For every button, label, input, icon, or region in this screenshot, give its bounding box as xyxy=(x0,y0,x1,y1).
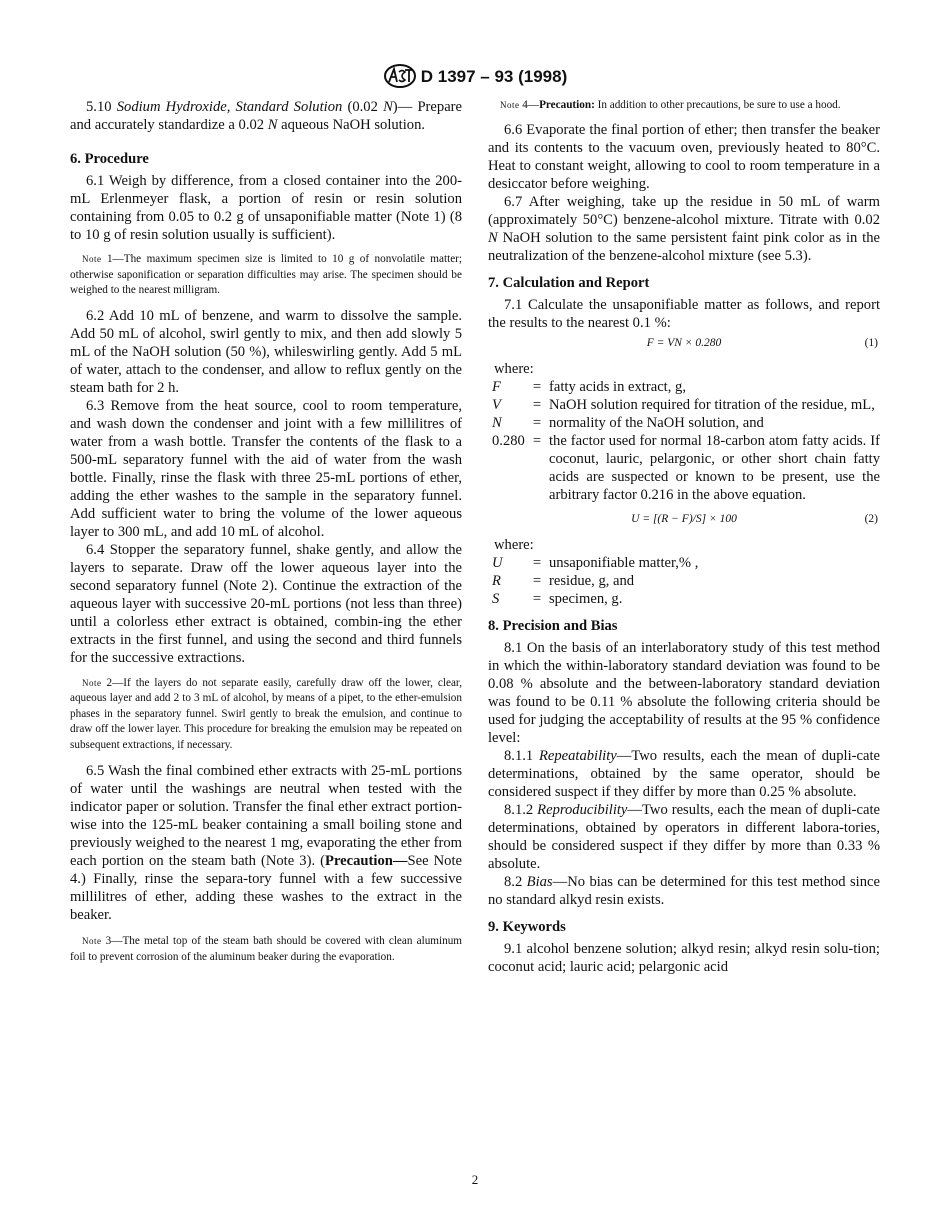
equation-2-number: (2) xyxy=(864,512,878,525)
section-heading-keywords: 9. Keywords xyxy=(488,918,566,935)
para-6-6: 6.6 Evaporate the final portion of ether; then transfer the beaker and its contents to the vacuum oven, previously heated to 80°C. Heat to constant weight, allowing to cool to room temperature in a desiccator before weighing. xyxy=(488,121,880,192)
page-header xyxy=(0,64,950,88)
para-9-1: 9.1 alcohol benzene solution; alkyd resin; alkyd resin solu-tion; coconut acid; lauric acid; pelargonic acid xyxy=(488,940,880,975)
where-label-2: where: xyxy=(494,536,534,553)
para-8-2: 8.2 Bias—No bias can be determined for this test method since no standard alkyd resin exists. xyxy=(488,873,880,908)
definition-row: V = NaOH solution required for titration of the residue, mL, xyxy=(492,396,875,413)
definitions-list-1 xyxy=(492,378,880,504)
definitions-list-2 xyxy=(492,554,698,608)
para-8-1-2: 8.1.2 Reproducibility—Two results, each the mean of dupli-cate determinations, obtained by operators in different labora-tories, should be considered suspect if they differ by more than 0.33 % absolute. xyxy=(488,801,880,872)
where-label-1: where: xyxy=(494,360,534,377)
definition-row: N = normality of the NaOH solution, and xyxy=(492,414,764,431)
para-8-1: 8.1 On the basis of an interlaboratory study of this test method in which the within-laboratory standard deviation was found to be 0.08 % absolute and the between-laboratory standard deviation was found to be 0.11 % absolute the following criteria should be used for judging the acceptability of results at the 95 % confidence level: xyxy=(488,639,880,746)
para-8-1-1: 8.1.1 Repeatability—Two results, each the mean of dupli-cate determinations, obtained by the same operator, should be considered suspect if they differ by more than 0.25 % absolute. xyxy=(488,747,880,800)
page-number: 2 xyxy=(471,1172,479,1187)
section-heading-precision-bias: 8. Precision and Bias xyxy=(488,617,618,634)
para-6-7: 6.7 After weighing, take up the residue in 50 mL of warm (approximately 50°C) benzene-alcohol mixture. Titrate with 0.02 N NaOH solution to the same persistent faint pink color as in the neutralization of the benzene-alcohol mixture (see 5.3). xyxy=(488,193,880,264)
document-designation: D 1397 – 93 (1998) xyxy=(420,67,568,86)
definition-row: F = fatty acids in extract, g, xyxy=(492,378,686,395)
para-7-1: 7.1 Calculate the unsaponifiable matter as follows, and report the results to the nearest 0.1 %: xyxy=(488,296,880,331)
equation-1-formula: F = VN × 0.280 xyxy=(646,336,722,349)
para-6-3: 6.3 Remove from the heat source, cool to room temperature, and wash down the condenser and joint with a few millilitres of water from a wash bottle. Transfer the contents of the flask to a 500-mL separatory funnel with the aid of water from the wash bottle. Finally, rinse the flask with three 25-mL portions of ether, adding the ether washes to the sample in the separatory funnel. Add sufficient water to bring the volume of the lower aqueous layer to 300 mL, and add 10 mL of alcohol. xyxy=(70,397,462,540)
definition-row: S = specimen, g. xyxy=(492,590,623,607)
definition-row: R = residue, g, and xyxy=(492,572,635,589)
note-2: Note 2—If the layers do not separate easily, carefully draw off the lower, clear, aqueous layer and add 2 to 3 mL of alcohol, by means of a pipet, to the ether-emulsion phases in the separatory funnel. Swirl gently to break the emulsion, and continue to draw off the lower layer. This procedure for breaking the emulsion may be repeated on subsequent extractions, if necessary. xyxy=(70,676,463,751)
right-column xyxy=(488,98,880,976)
section-heading-calculation: 7. Calculation and Report xyxy=(488,274,650,291)
note-4: Note 4—Precaution: In addition to other precautions, be sure to use a hood. xyxy=(500,99,841,111)
equation-2 xyxy=(488,508,880,530)
para-6-1: 6.1 Weigh by difference, from a closed container into the 200-mL Erlenmeyer flask, a portion of resin or resin solution containing from 0.05 to 0.2 g of unsaponifiable matter (Note 1) (8 to 10 g of resin solution usually is sufficient). xyxy=(70,173,462,243)
section-heading-procedure: 6. Procedure xyxy=(70,151,149,167)
left-column xyxy=(70,98,462,965)
equation-2-formula: U = [(R − F)/S] × 100 xyxy=(631,512,737,525)
equation-1-number: (1) xyxy=(864,336,878,349)
para-6-2: 6.2 Add 10 mL of benzene, and warm to dissolve the sample. Add 50 mL of alcohol, swirl gently to mix, and then add slowly 5 mL of the NaOH solution (50 %), whileswirling gently. Add 5 mL of water, attach to the condenser, and allow to reflux gently on the steam bath for 2 h. xyxy=(70,307,462,396)
para-6-5: 6.5 Wash the final combined ether extracts with 25-mL portions of water until the washings are neutral when tested with the indicator paper or solution. Transfer the final ether extract portion-wise into the 125-mL beaker containing a small boiling stone and previously weighed to the nearest 1 mg, evaporating the ether from each portion on the steam bath (Note 3). (Precaution—See Note 4.) Finally, rinse the separa-tory funnel with a few successive millilitres of ether, adding these washes to the extract in the beaker. xyxy=(70,763,462,923)
astm-logo-icon xyxy=(383,64,417,88)
note-3: Note 3—The metal top of the steam bath should be covered with clean aluminum foil to prevent corrosion of the aluminum beaker during the evaporation. xyxy=(70,935,462,963)
para-6-4: 6.4 Stopper the separatory funnel, shake gently, and allow the layers to separate. Draw off the lower aqueous layer into the second separatory funnel (Note 2). Continue the extraction of the aqueous layer with successive 20-mL portions (not less than three) until a colorless ether extract is obtained, combin-ing the ether extracts in the first funnel, and using the second and third funnels for the successive extractions. xyxy=(70,541,462,666)
definition-row: U = unsaponifiable matter,% , xyxy=(492,554,699,571)
para-5-10: 5.10 Sodium Hydroxide, Standard Solution (0.02 N)— Prepare and accurately standardize a 0.02 N aqueous NaOH solution. xyxy=(70,99,463,133)
note-1: Note 1—The maximum specimen size is limited to 10 g of nonvolatile matter; otherwise saponification or separation difficulties may arise. The specimen should be weighed to the nearest milligram. xyxy=(70,253,462,296)
equation-1 xyxy=(488,332,880,354)
definition-row: 0.280 = the factor used for normal 18-carbon atom fatty acids. If coconut, lauric, pelargonic, or other short chain fatty acids are suspected or known to be present, use the arbitrary factor 0.216 in the above equation. xyxy=(492,432,880,503)
